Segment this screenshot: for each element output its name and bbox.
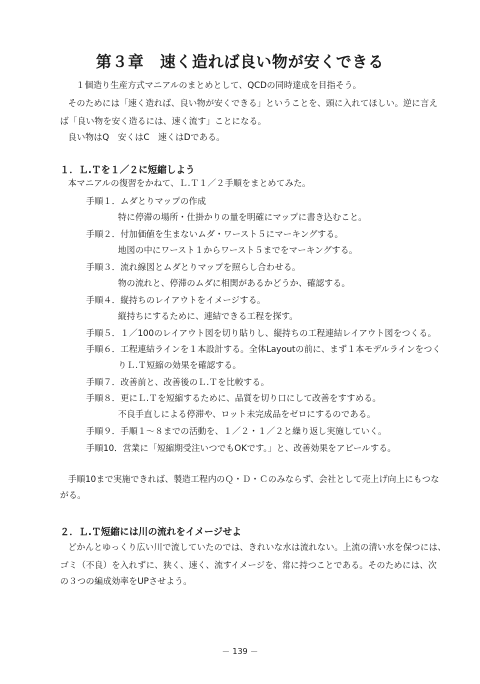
step-line: 手順９．手順１～８までの活動を、１／２・１／２と繰り返し実施していく。 bbox=[86, 427, 387, 437]
step-line: 手順４．縦持ちのレイアウトをイメージする。 bbox=[86, 296, 266, 306]
page-number: － 139 － bbox=[221, 647, 259, 656]
intro-line: 良い物はQ 安くはC 速くはDである。 bbox=[68, 133, 225, 143]
section-heading-1: １．Ｌ.Ｔを１／２に短縮しよう bbox=[60, 165, 195, 176]
closing-line: がる。 bbox=[60, 491, 86, 501]
step-line: 手順１．ムダとりマップの作成 bbox=[86, 197, 206, 207]
step-detail: 物の流れと、停滞のムダに相関があるかどうか、確認する。 bbox=[118, 279, 351, 289]
chapter-title: 第３章 速く造れば良い物が安くできる bbox=[95, 53, 384, 71]
section2-line: の３つの編成効率をUPさせよう。 bbox=[60, 577, 192, 587]
step-detail: 不良手直しによる停滞や、ロット未完成品をゼロにするのである。 bbox=[118, 410, 376, 420]
intro-line: ば「良い物を安く造るには、速く流す」ことになる。 bbox=[60, 117, 267, 127]
step-detail: りＬ.Ｔ短縮の効果を確認する。 bbox=[118, 361, 242, 371]
step-detail: 地図の中にワースト１からワースト５までをマーキングする。 bbox=[118, 246, 358, 256]
section2-line: ゴミ（不良）を入れずに、狭く、速く、流すイメージを、常に持つことである。そのためには、次 bbox=[60, 561, 437, 571]
closing-line: 手順10まで実施できれば、製造工程内のＱ・Ｄ・Ｃのみならず、会社として売上げ向上にもつな bbox=[68, 475, 440, 485]
step-line: 手順７．改善前と、改善後のＬ.Ｔを比較する。 bbox=[86, 378, 270, 388]
section-heading-2: ２．Ｌ.Ｔ短縮には川の流れをイメージせよ bbox=[60, 527, 242, 538]
step-line: 手順８．更にＬ.Ｔを短縮するために、品質を切り口にして改善をすすめる。 bbox=[86, 394, 382, 404]
section-lead: 本マニアルの復習をかねて、Ｌ.Ｔ１／２手順をまとめてみた。 bbox=[68, 179, 311, 189]
step-line: 手順２．付加価値を生まないムダ・ワースト５にマーキングする。 bbox=[86, 230, 344, 240]
step-line: 手順３．流れ線図とムダとりマップを照らし合わせる。 bbox=[86, 263, 301, 273]
intro-line: そのためには「速く造れば、良い物が安くできる」ということを、頭に入れてほしい。逆に言え bbox=[68, 99, 438, 109]
step-line: 手順５．１／100のレイアウト図を切り貼りし、縦持ちの工程連結レイアウト図をつくる。 bbox=[86, 329, 437, 339]
step-line: 手順10．営業に「短縮期受注いつでもOKです。」と、改善効果をアピールする。 bbox=[86, 444, 397, 454]
step-detail: 特に停滞の場所・仕掛かりの量を明確にマップに書き込むこと。 bbox=[118, 213, 367, 223]
step-detail: 縦持ちにするために、連結できる工程を探す。 bbox=[118, 312, 298, 322]
step-line: 手順６．工程連結ラインを１本設計する。全体Layoutの前に、まず１本モデルラインをつく bbox=[86, 345, 441, 355]
section2-line: どかんとゆっくり広い川で流していたのでは、きれいな水は流れない。上流の清い水を保つには、 bbox=[68, 543, 447, 553]
intro-line: １個造り生産方式マニアルのまとめとして、QCDの同時達成を目指そう。 bbox=[76, 81, 362, 91]
